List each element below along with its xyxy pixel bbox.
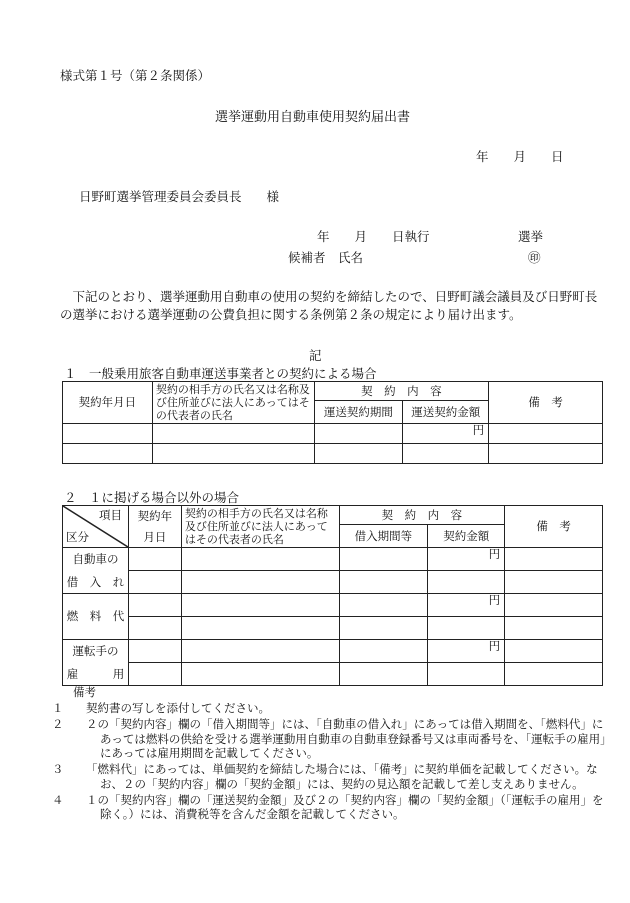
counterparty-header: 契約の相手方の氏名又は名称及び住所並びに法人にあってはその代表者の氏名 [152,382,314,424]
remarks-header: 備 考 [489,382,603,424]
note-number: ４ [52,792,64,807]
note-text: 契約書の写しを添付してください。 [86,701,270,715]
notes-title: 備考 [73,685,96,699]
note-number: ３ [52,762,64,776]
counterparty-field[interactable] [181,617,339,640]
contract-date-field[interactable] [128,663,181,686]
transport-amount-header: 運送契約金額 [403,401,489,424]
note-item [52,701,606,716]
contract-details-header: 契 約 内 容 [339,506,505,525]
counterparty-field[interactable] [181,663,339,686]
category-label: 区分 [66,530,89,544]
counterparty-header: 契約の相手方の氏名又は名称及び住所並びに法人にあってはその代表者の氏名 [181,506,339,548]
row-label-bottom: 借 入 れ [66,574,125,589]
row-label-fuel: 燃 料 代 [63,594,129,640]
note-text: １の「契約内容」欄の「運送契約金額」及び２の「契約内容」欄の「契約金額」（「運転手の雇用」を除く。）には、消費税等を含んだ金額を記載してください。 [86,792,604,821]
ki-heading: 記 [309,348,322,363]
item-category-header [63,506,129,548]
row-label-top: 自動車の [72,551,119,566]
notes-list [52,701,606,823]
yen-unit: 円 [488,639,501,653]
submission-date: 年 月 日 [476,149,564,164]
counterparty-field[interactable] [181,594,339,617]
note-number: １ [52,701,64,715]
contract-date-field[interactable] [128,548,181,571]
contract-date-field[interactable] [128,571,181,594]
note-text: 「燃料代」にあっては、単価契約を締結した場合には、「備考」に契約単価を記載してください。なお、２の「契約内容」欄の「契約金額」には、契約の見込額を記載して差し支えありません。 [86,762,598,791]
yen-unit: 円 [472,423,485,437]
contract-date-field[interactable] [128,594,181,617]
row-label-bottom: 雇 用 [66,666,125,681]
contract-amount-field[interactable] [428,571,505,594]
rental-period-field[interactable] [339,594,428,617]
seal-mark: ㊞ [528,250,541,265]
item-label: 項目 [98,508,122,522]
body-paragraph: 下記のとおり、選挙運動用自動車の使用の契約を締結したので、日野町議会議員及び日野町長の選挙における選挙運動の公費負担に関する条例第２条の規定により届け出ます。 [60,289,598,322]
note-item [52,762,606,791]
remarks-field[interactable] [505,617,603,640]
counterparty-field[interactable] [152,444,314,464]
rental-period-field[interactable] [339,640,428,663]
contract-date-header-top: 契約年 [137,508,173,523]
rental-period-field[interactable] [339,617,428,640]
document-title: 選挙運動用自動車使用契約届出書 [215,110,411,125]
transport-period-field[interactable] [314,444,403,464]
row-label-driver-employment [63,640,129,686]
row-label-top: 運転手の [72,643,119,658]
contract-details-header: 契 約 内 容 [314,382,489,401]
section1-heading: １ 一般乗用旅客自動車運送事業者との契約による場合 [64,366,377,381]
transport-period-header: 運送契約期間 [314,401,403,424]
contract-date-field[interactable] [63,444,153,464]
remarks-field[interactable] [505,571,603,594]
counterparty-field[interactable] [181,571,339,594]
remarks-field[interactable] [489,444,603,464]
contract-amount-field[interactable] [428,640,505,663]
remarks-field[interactable] [505,548,603,571]
yen-unit: 円 [488,547,501,561]
contract-date-header: 契約年月日 [63,382,153,424]
contract-amount-field[interactable] [428,663,505,686]
contract-date-field[interactable] [128,617,181,640]
contract-date-header [128,506,181,548]
rental-period-field[interactable] [339,548,428,571]
remarks-header: 備 考 [505,506,603,548]
remarks-field[interactable] [489,424,603,444]
section1-table [62,381,603,464]
section2-heading: ２ １に掲げる場合以外の場合 [64,490,240,505]
form-number: 様式第１号（第２条関係） [60,68,211,83]
row-label-vehicle-rental [63,548,129,594]
counterparty-field[interactable] [181,548,339,571]
contract-amount-field[interactable] [428,617,505,640]
transport-amount-field[interactable] [403,424,489,444]
yen-unit: 円 [488,593,501,607]
contract-amount-header: 契約金額 [428,525,505,548]
transport-period-field[interactable] [314,424,403,444]
remarks-field[interactable] [505,594,603,617]
candidate-name-label: 候補者 氏名 [288,250,364,265]
remarks-field[interactable] [505,640,603,663]
contract-date-field[interactable] [128,640,181,663]
note-item [52,717,606,761]
note-text: ２の「契約内容」欄の「借入期間等」には、「自動車の借入れ」にあっては借入期間を、「燃料代」にあっては燃料の供給を受ける選挙運動用自動車の自動車登録番号又は車両番号を、「運転手の雇用」にあっては雇用期間を記載してください。 [86,717,606,760]
rental-period-header: 借入期間等 [339,525,428,548]
addressee: 日野町選挙管理委員会委員長 様 [79,189,280,204]
counterparty-field[interactable] [152,424,314,444]
transport-amount-field[interactable] [403,444,489,464]
remarks-field[interactable] [505,663,603,686]
election-name: 選挙 [518,229,544,244]
rental-period-field[interactable] [339,663,428,686]
section2-table [62,505,603,686]
counterparty-field[interactable] [181,640,339,663]
contract-date-header-bottom: 月日 [143,529,167,544]
rental-period-field[interactable] [339,571,428,594]
election-date: 年 月 日執行 [317,229,430,244]
contract-amount-field[interactable] [428,594,505,617]
contract-amount-field[interactable] [428,548,505,571]
note-number: ２ [52,717,64,731]
contract-date-field[interactable] [63,424,153,444]
note-item [52,792,606,822]
